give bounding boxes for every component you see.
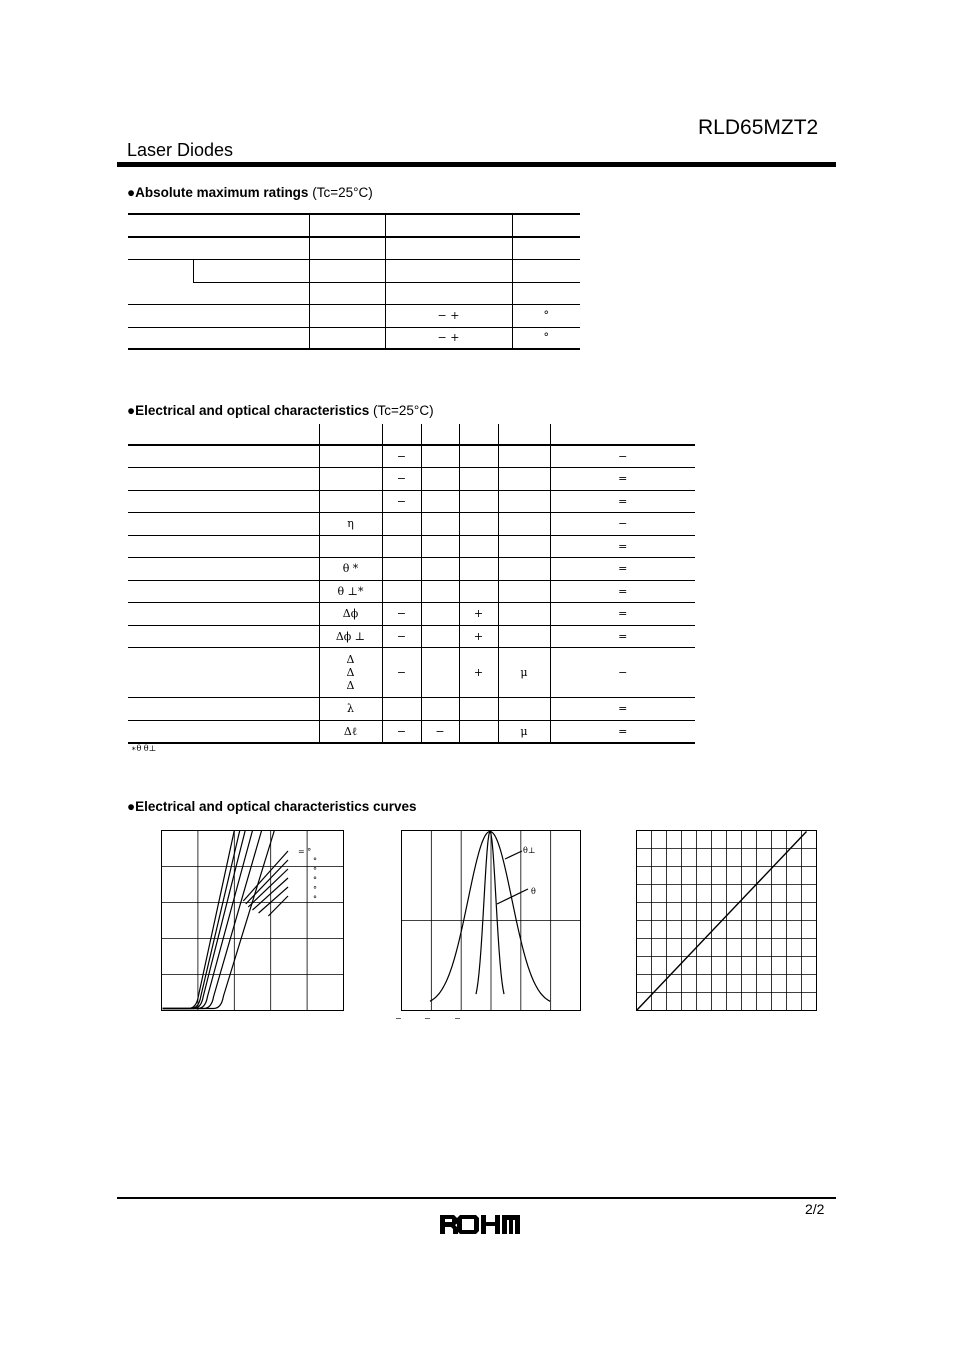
cell-min: − [382,603,421,626]
cell-typ [421,535,459,558]
table-row: − + ° [128,327,580,349]
footer-rule [117,1197,836,1199]
cell-typ [421,513,459,536]
cell-max: + [459,603,498,626]
cell-unit [498,580,550,603]
cell-cond: − [550,445,695,468]
abs-max-condition: (Tc=25°C) [312,185,373,200]
table-row [128,580,695,603]
cell-sym [319,535,382,558]
cell-cond: = [550,535,695,558]
table-row [128,720,695,743]
part-number: RLD65MZT2 [698,116,819,139]
series-par [476,832,504,995]
cell-max: + [459,625,498,648]
cell-typ [421,603,459,626]
cell-min [382,558,421,581]
cell-min [382,698,421,721]
legend-label: = ° [298,847,312,856]
table-row [128,625,695,648]
category-title: Laser Diodes [127,140,234,160]
cell-cond: = [550,603,695,626]
abs-max-title: Absolute maximum ratings [135,185,309,200]
cell-cond: = [550,625,695,648]
cell-min: − [382,625,421,648]
elec-heading [127,403,434,418]
table-row: − + ° [128,304,580,327]
table-row [128,490,695,513]
cell-cond: = [550,698,695,721]
cell-max [459,558,498,581]
cell-sym: Δϕ [319,603,382,626]
chart2-label-par: θ [531,887,536,896]
cell-typ [421,648,459,698]
cell-sym: θ ⊥* [319,580,382,603]
table-row [128,698,695,721]
cell-typ [421,445,459,468]
table-row [128,535,695,558]
series-perp [430,832,550,1002]
series-line [637,832,807,1011]
curves-heading [127,799,417,814]
cell-min [382,513,421,536]
cell-cond: = [550,558,695,581]
footnote: ∗θ θ⊥ [131,744,157,753]
cell-max [459,535,498,558]
cell-unit [498,698,550,721]
cell-min: − [382,445,421,468]
cell-unit: μ [498,648,550,698]
cell-cond: = [550,580,695,603]
cell-typ [421,580,459,603]
cell-unit [498,445,550,468]
table-row [128,558,695,581]
bullet-icon: ● [127,403,136,418]
elec-title: Electrical and optical characteristics [135,403,370,418]
page-number: 2/2 [805,1201,825,1217]
series-line [163,831,235,1009]
table-row [128,648,695,698]
cell-unit: μ [498,720,550,743]
chart-light-output-vs-current [160,829,346,1013]
cell-max [459,445,498,468]
elec-condition: (Tc=25°C) [373,403,434,418]
cell-typ [421,468,459,491]
cell-unit [498,490,550,513]
table-row [128,513,695,536]
cell-min [382,580,421,603]
cell-min: − [382,648,421,698]
chart-linear-characteristic [635,829,819,1013]
cell-max [459,490,498,513]
cell-max [459,513,498,536]
cell-unit [498,625,550,648]
rohm-logo [440,1213,520,1235]
cell-max [459,720,498,743]
cell-max [459,468,498,491]
cell-max: + [459,648,498,698]
table-row [128,445,695,468]
table-row [128,468,695,491]
legend-label: ° [313,856,317,866]
cell-sym: θ * [319,558,382,581]
cell-unit [498,535,550,558]
legend-leader [268,896,288,916]
table-row [128,603,695,626]
legend-label: ° [313,894,317,904]
cell-max [459,580,498,603]
label-leader [505,851,522,859]
cell-typ [421,698,459,721]
cell-sym [319,490,382,513]
cell-cond: − [550,513,695,536]
curves-title: Electrical and optical characteristics curves [135,799,417,814]
cell-typ [421,625,459,648]
cell-sym: Δℓ [319,720,382,743]
cell-min: − [382,468,421,491]
cell-unit [498,513,550,536]
cell-sym: η [319,513,382,536]
cell-cond: − [550,648,695,698]
cell-unit [498,603,550,626]
chart2-label-perp: θ⊥ [523,846,536,855]
cell-sym [319,445,382,468]
cell-sym: λ [319,698,382,721]
cell-typ [421,490,459,513]
cell-sym [319,468,382,491]
cell-min [382,535,421,558]
legend-label: ° [313,866,317,875]
bullet-icon: ● [127,185,136,200]
chart2-tick: − [424,1014,431,1023]
chart2-tick: − [454,1014,461,1023]
legend-label: ° [313,885,317,894]
cell-min: − [382,720,421,743]
cell-unit [498,558,550,581]
abs-max-heading [127,185,373,200]
cell-max [459,698,498,721]
header-rule [117,162,836,167]
cell-cond: = [550,490,695,513]
cell-min: − [382,490,421,513]
cell-sym: Δ Δ Δ [319,648,382,698]
chart2-tick: − [395,1014,402,1023]
elec-table [128,424,695,744]
cell-cond: = [550,720,695,743]
cell-cond: = [550,468,695,491]
abs-max-table [128,213,580,350]
cell-sym: Δϕ ⊥ [319,625,382,648]
cell-typ: − [421,720,459,743]
bullet-icon: ● [127,799,136,814]
legend-label: ° [313,875,317,885]
cell-typ [421,558,459,581]
chart-far-field-pattern [400,829,582,1013]
cell-unit [498,468,550,491]
